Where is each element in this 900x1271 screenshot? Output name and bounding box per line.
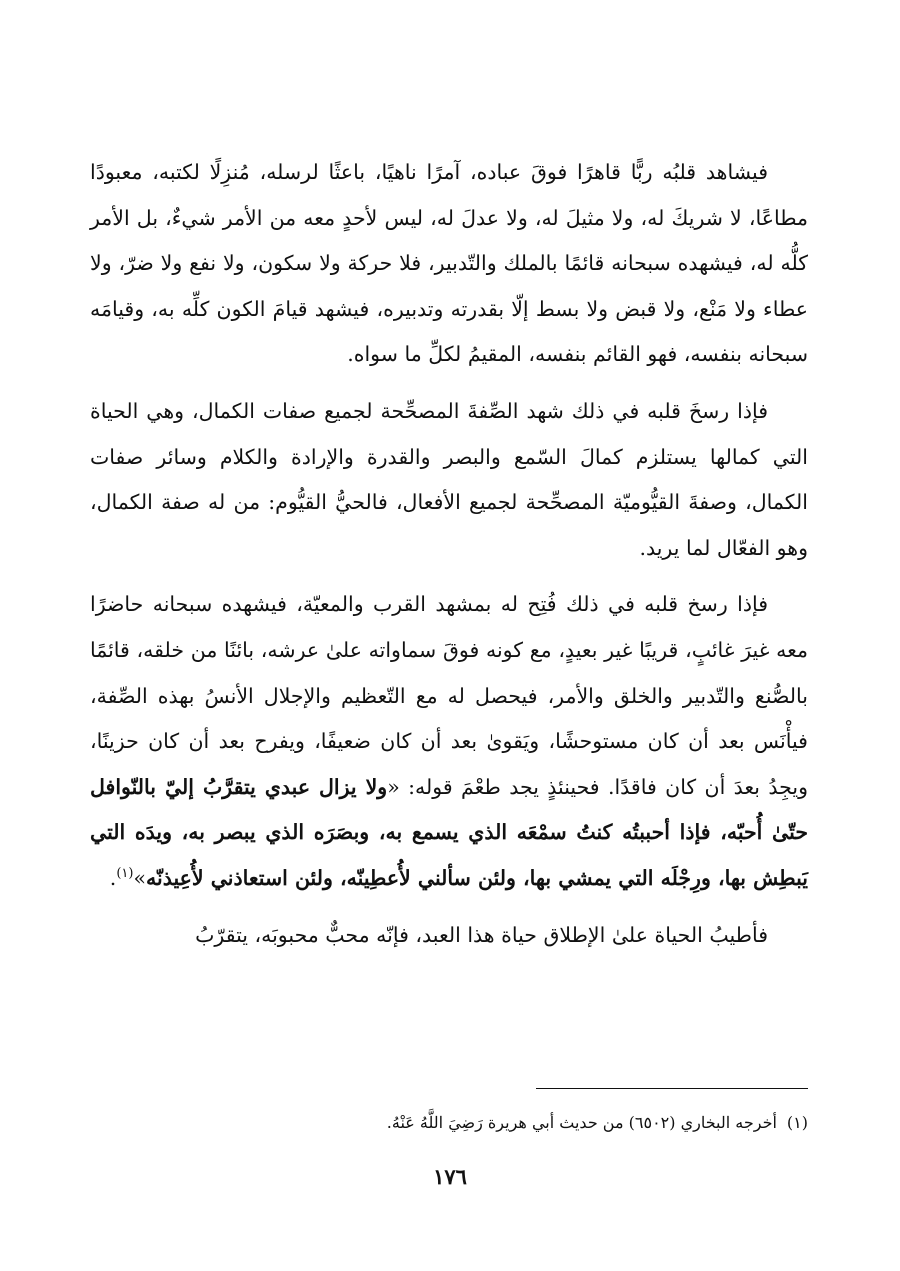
paragraph-3: [90, 582, 808, 901]
paragraph-1: فيشاهد قلبُه ربًّا قاهرًا فوقَ عباده، آمرًا ناهيًا، باعثًا لرسله، مُنزِلًا لكتبه، معبودًا مطاعًا، لا شريكَ له، ولا مثيلَ له، ولا عدلَ له، ليس لأحدٍ معه من الأمر شيءٌ، بل الأمر كلُّه له، فيشهده سبحانه قائمًا بالملك والتّدبير، فلا حركة ولا سكون، ولا نفع ولا ضرّ، ولا عطاء ولا مَنْع، ولا قبض ولا بسط إلّا بقدرته وتدبيره، فيشهد قيامَ الكون كلِّه به، وقيامَه سبحانه بنفسه، فهو القائم بنفسه، المقيمُ لكلِّ ما سواه.: [90, 160, 808, 367]
footnote-number: (١): [786, 1113, 808, 1132]
paragraph-2: فإذا رسخَ قلبه في ذلك شهد الصِّفةَ المصحِّحة لجميع صفات الكمال، وهي الحياة التي كمالها يستلزم كمالَ السّمع والبصر والقدرة والإرادة والكلام وسائر صفات الكمال، وصفةَ القيُّوميّة المصحِّحة لجميع الأفعال، فالحيُّ القيُّوم: من له صفة الكمال، وهو الفعّال لما يريد.: [90, 398, 808, 560]
main-text: [90, 150, 808, 969]
quote-close: »: [133, 865, 146, 890]
footnote-text: أخرجه البخاري (٦٥٠٢) من حديث أبي هريرة رَضِيَ اللَّهُ عَنْهُ.: [386, 1113, 777, 1132]
footnote: [90, 1109, 808, 1137]
hadith-quote: ولا يزال عبدي يتقرَّبُ إليّ بالنّوافل حتّىٰ أُحبّه، فإذا أحببتُه كنتُ سمْعَه الذي يسمع به، وبصَرَه الذي يبصر به، ويدَه التي يَبطِش بها، ورِجْلَه التي يمشي بها، ولئن سألني لأُعطِينّه، ولئن استعاذني لأُعِيذنّه: [90, 774, 808, 890]
page-number: ١٧٦: [433, 1164, 467, 1189]
paragraph-3-end: .: [109, 865, 117, 890]
paragraph-3-intro: فإذا رسخ قلبه في ذلك فُتِح له بمشهد القرب والمعيّة، فيشهده سبحانه حاضرًا معه غيرَ غائبٍ، قريبًا غير بعيدٍ، مع كونه فوقَ سماواته علىٰ عرشه، بائنًا من خلقه، قائمًا بالصُّنع والتّدبير والخلق والأمر، فيحصل له مع التّعظيم والإجلال الأنسُ بهذه الصِّفة، فيأْنَس بعد أن كان مستوحشًا، ويَقوىٰ بعد أن كان ضعيفًا، ويفرح بعد أن كان حزينًا، ويجِدُ بعدَ أن كان فاقدًا. فحينئذٍ يجد طعْمَ قوله: «: [90, 592, 808, 799]
paragraph-4: فأطيبُ الحياة علىٰ الإطلاق حياة هذا العبد، فإنّه محبٌّ محبوبَه، يتقرّبُ: [195, 922, 768, 947]
footnote-separator: [536, 1088, 808, 1089]
footnote-reference[interactable]: (١): [116, 865, 134, 881]
